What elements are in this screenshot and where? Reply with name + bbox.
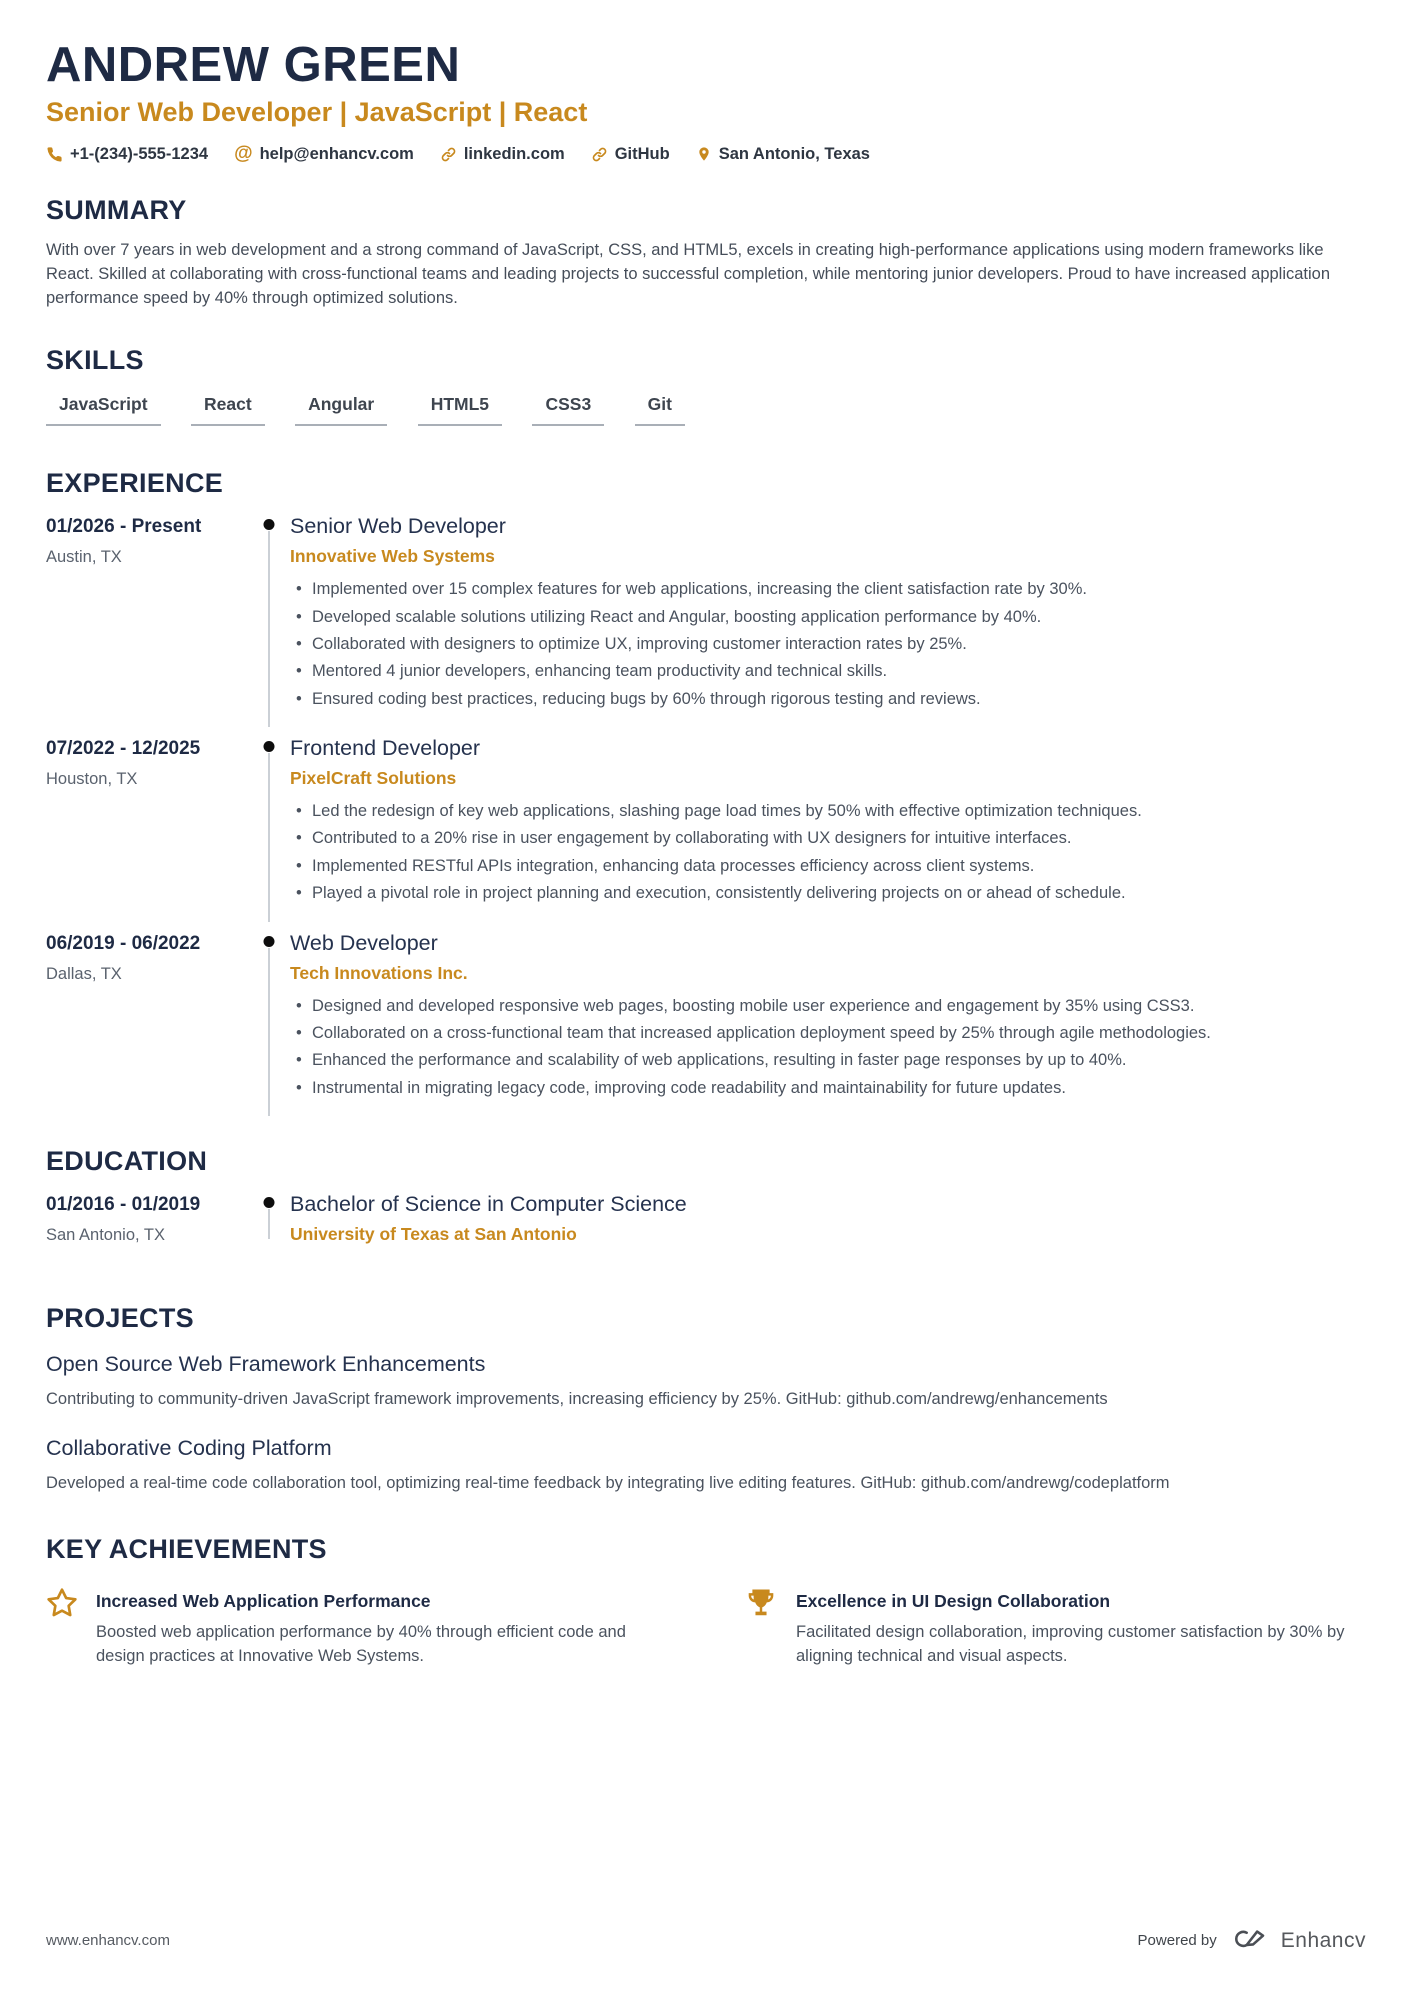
experience-entry bbox=[46, 735, 1366, 930]
contact-phone bbox=[46, 145, 208, 164]
summary-text: With over 7 years in web development and a strong command of JavaScript, CSS, and HTML5, excels in creating high-performance applications using modern frameworks like React. Skilled at collaborating with cross-functional teams and leading projects to successful completion, while mentoring junior developers. Proud to have increased application performance speed by 40% through optimized solutions. bbox=[46, 241, 1331, 308]
entry-company: Tech Innovations Inc. bbox=[290, 962, 468, 983]
timeline bbox=[248, 513, 290, 735]
entry-dates: 01/2016 - 01/2019 bbox=[46, 1194, 201, 1216]
achievement-item bbox=[746, 1585, 1366, 1669]
timeline-dot bbox=[264, 741, 275, 752]
achievements-grid bbox=[46, 1585, 1366, 1669]
bullet-item: • Played a pivotal role in project planning and execution, consistently delivering projects on or ahead of schedule. bbox=[290, 882, 1366, 905]
entry-meta bbox=[46, 735, 248, 930]
achievement-body bbox=[796, 1585, 1366, 1669]
timeline-line bbox=[268, 531, 270, 727]
bullet-item: • Collaborated on a cross-functional team that increased application deployment speed by 25% through agile methodologies. bbox=[290, 1022, 1366, 1045]
entry-location: Houston, TX bbox=[46, 769, 138, 788]
skill-tag: CSS3 bbox=[532, 394, 604, 426]
contact-email[interactable] bbox=[234, 143, 414, 165]
entry-meta bbox=[46, 1191, 248, 1265]
person-name: ANDREW GREEN bbox=[46, 38, 461, 92]
projects-section bbox=[46, 1303, 1366, 1496]
bullet-item: • Enhanced the performance and scalability of web applications, resulting in faster page responses by up to 40%. bbox=[290, 1049, 1366, 1072]
timeline-dot bbox=[264, 519, 275, 530]
experience-entry bbox=[46, 930, 1366, 1125]
bullet-item: • Contributed to a 20% rise in user engagement by collaborating with UX designers for intuitive interfaces. bbox=[290, 827, 1366, 850]
footer-site-link[interactable]: www.enhancv.com bbox=[46, 1932, 170, 1949]
entry-title: Senior Web Developer bbox=[290, 514, 506, 539]
timeline-dot bbox=[264, 1197, 275, 1208]
skills-section bbox=[46, 345, 1366, 426]
entry-company: PixelCraft Solutions bbox=[290, 768, 457, 789]
contact-phone-text: +1-(234)-555-1234 bbox=[70, 144, 209, 163]
timeline-line bbox=[268, 753, 270, 922]
bullet-item: • Implemented RESTful APIs integration, enhancing data processes efficiency across client systems. bbox=[290, 855, 1366, 878]
project-title: Collaborative Coding Platform bbox=[46, 1436, 332, 1461]
achievements-heading: KEY ACHIEVEMENTS bbox=[46, 1534, 327, 1565]
project-entry bbox=[46, 1352, 1366, 1412]
achievement-text: Facilitated design collaboration, improving customer satisfaction by 30% by aligning technical and visual aspects. bbox=[796, 1623, 1345, 1665]
projects-heading: PROJECTS bbox=[46, 1303, 194, 1334]
education-entry bbox=[46, 1191, 1366, 1265]
entry-bullets bbox=[290, 578, 1366, 711]
bullet-item: • Ensured coding best practices, reducing bugs by 60% through rigorous testing and reviews. bbox=[290, 688, 1366, 711]
entry-dates: 01/2026 - Present bbox=[46, 516, 202, 538]
entry-bullets bbox=[290, 995, 1366, 1101]
trophy-icon bbox=[746, 1585, 780, 1669]
skill-tag: JavaScript bbox=[46, 394, 161, 426]
entry-company: Innovative Web Systems bbox=[290, 546, 495, 567]
degree-title: Bachelor of Science in Computer Science bbox=[290, 1192, 687, 1217]
bullet-item: • Instrumental in migrating legacy code, improving code readability and maintainability for future updates. bbox=[290, 1077, 1366, 1100]
contact-linkedin[interactable] bbox=[440, 145, 565, 164]
project-description: Developed a real-time code collaboration tool, optimizing real-time feedback by integrating live editing features. GitHub: github.com/andrewg/codeplatform bbox=[46, 1474, 1170, 1493]
enhancv-logo-icon bbox=[1229, 1924, 1269, 1957]
school-name: University of Texas at San Antonio bbox=[290, 1224, 577, 1245]
education-heading: EDUCATION bbox=[46, 1146, 208, 1177]
entry-content bbox=[290, 735, 1366, 930]
skills-heading: SKILLS bbox=[46, 345, 144, 376]
skill-tag: Git bbox=[635, 394, 685, 426]
person-title: Senior Web Developer | JavaScript | React bbox=[46, 97, 588, 128]
skill-tag: HTML5 bbox=[418, 394, 502, 426]
powered-by bbox=[1138, 1924, 1366, 1957]
powered-by-label: Powered by bbox=[1137, 1932, 1217, 1949]
experience-entry bbox=[46, 513, 1366, 735]
entry-content bbox=[290, 1191, 1366, 1265]
bullet-item: • Implemented over 15 complex features for web applications, increasing the client satisfaction rate by 30%. bbox=[290, 578, 1366, 601]
entry-content bbox=[290, 513, 1366, 735]
contact-location bbox=[696, 145, 870, 164]
achievement-title: Excellence in UI Design Collaboration bbox=[796, 1591, 1111, 1612]
entry-bullets bbox=[290, 800, 1366, 906]
achievement-text: Boosted web application performance by 40% through efficient code and design practices at Innovative Web Systems. bbox=[96, 1623, 626, 1665]
contact-location-text: San Antonio, Texas bbox=[718, 144, 870, 163]
phone-icon bbox=[46, 146, 63, 163]
entry-meta bbox=[46, 930, 248, 1125]
skills-row bbox=[46, 394, 1366, 426]
timeline bbox=[248, 930, 290, 1125]
experience-heading: EXPERIENCE bbox=[46, 468, 224, 499]
contact-row bbox=[46, 143, 1366, 165]
experience-section bbox=[46, 468, 1366, 1124]
timeline-line bbox=[268, 1209, 270, 1239]
pin-icon bbox=[696, 145, 712, 163]
entry-content bbox=[290, 930, 1366, 1125]
project-description: Contributing to community-driven JavaScript framework improvements, increasing efficiency by 25%. GitHub: github.com/andrewg/enhancements bbox=[46, 1390, 1108, 1409]
star-icon bbox=[46, 1585, 80, 1669]
entry-title: Web Developer bbox=[290, 930, 438, 955]
achievement-item bbox=[46, 1585, 666, 1669]
page-footer bbox=[46, 1924, 1366, 1957]
timeline bbox=[248, 1191, 290, 1265]
link-icon bbox=[591, 146, 608, 163]
bullet-item: • Developed scalable solutions utilizing React and Angular, boosting application performance by 40%. bbox=[290, 606, 1366, 629]
contact-github[interactable] bbox=[591, 145, 670, 164]
bullet-item: • Designed and developed responsive web pages, boosting mobile user experience and engagement by 35% using CSS3. bbox=[290, 995, 1366, 1018]
summary-section bbox=[46, 195, 1366, 311]
achievements-section bbox=[46, 1534, 1366, 1669]
contact-email-text: help@enhancv.com bbox=[259, 144, 414, 163]
timeline-dot bbox=[264, 936, 275, 947]
entry-location: San Antonio, TX bbox=[46, 1226, 165, 1245]
entry-location: Austin, TX bbox=[46, 548, 122, 566]
achievement-title: Increased Web Application Performance bbox=[96, 1591, 431, 1612]
at-icon: @ bbox=[234, 143, 253, 165]
timeline bbox=[248, 735, 290, 930]
entry-location: Dallas, TX bbox=[46, 964, 122, 983]
bullet-item: • Led the redesign of key web applications, slashing page load times by 50% with effective optimization techniques. bbox=[290, 800, 1366, 823]
link-icon bbox=[440, 146, 457, 163]
resume-header bbox=[46, 40, 1366, 165]
project-entry bbox=[46, 1436, 1366, 1496]
enhancv-brand-text: Enhancv bbox=[1280, 1928, 1366, 1952]
contact-linkedin-text: linkedin.com bbox=[463, 144, 565, 163]
summary-heading: SUMMARY bbox=[46, 195, 187, 226]
achievement-body bbox=[96, 1585, 666, 1669]
skill-tag: React bbox=[191, 394, 265, 426]
timeline-line bbox=[268, 948, 270, 1117]
entry-title: Frontend Developer bbox=[290, 736, 481, 761]
bullet-item: • Collaborated with designers to optimize UX, improving customer interaction rates by 25%. bbox=[290, 633, 1366, 656]
entry-dates: 07/2022 - 12/2025 bbox=[46, 738, 201, 760]
project-title: Open Source Web Framework Enhancements bbox=[46, 1352, 486, 1377]
entry-dates: 06/2019 - 06/2022 bbox=[46, 932, 201, 954]
education-section bbox=[46, 1146, 1366, 1265]
entry-meta bbox=[46, 513, 248, 735]
contact-github-text: GitHub bbox=[614, 144, 670, 163]
bullet-item: • Mentored 4 junior developers, enhancing team productivity and technical skills. bbox=[290, 660, 1366, 683]
skill-tag: Angular bbox=[295, 394, 387, 426]
